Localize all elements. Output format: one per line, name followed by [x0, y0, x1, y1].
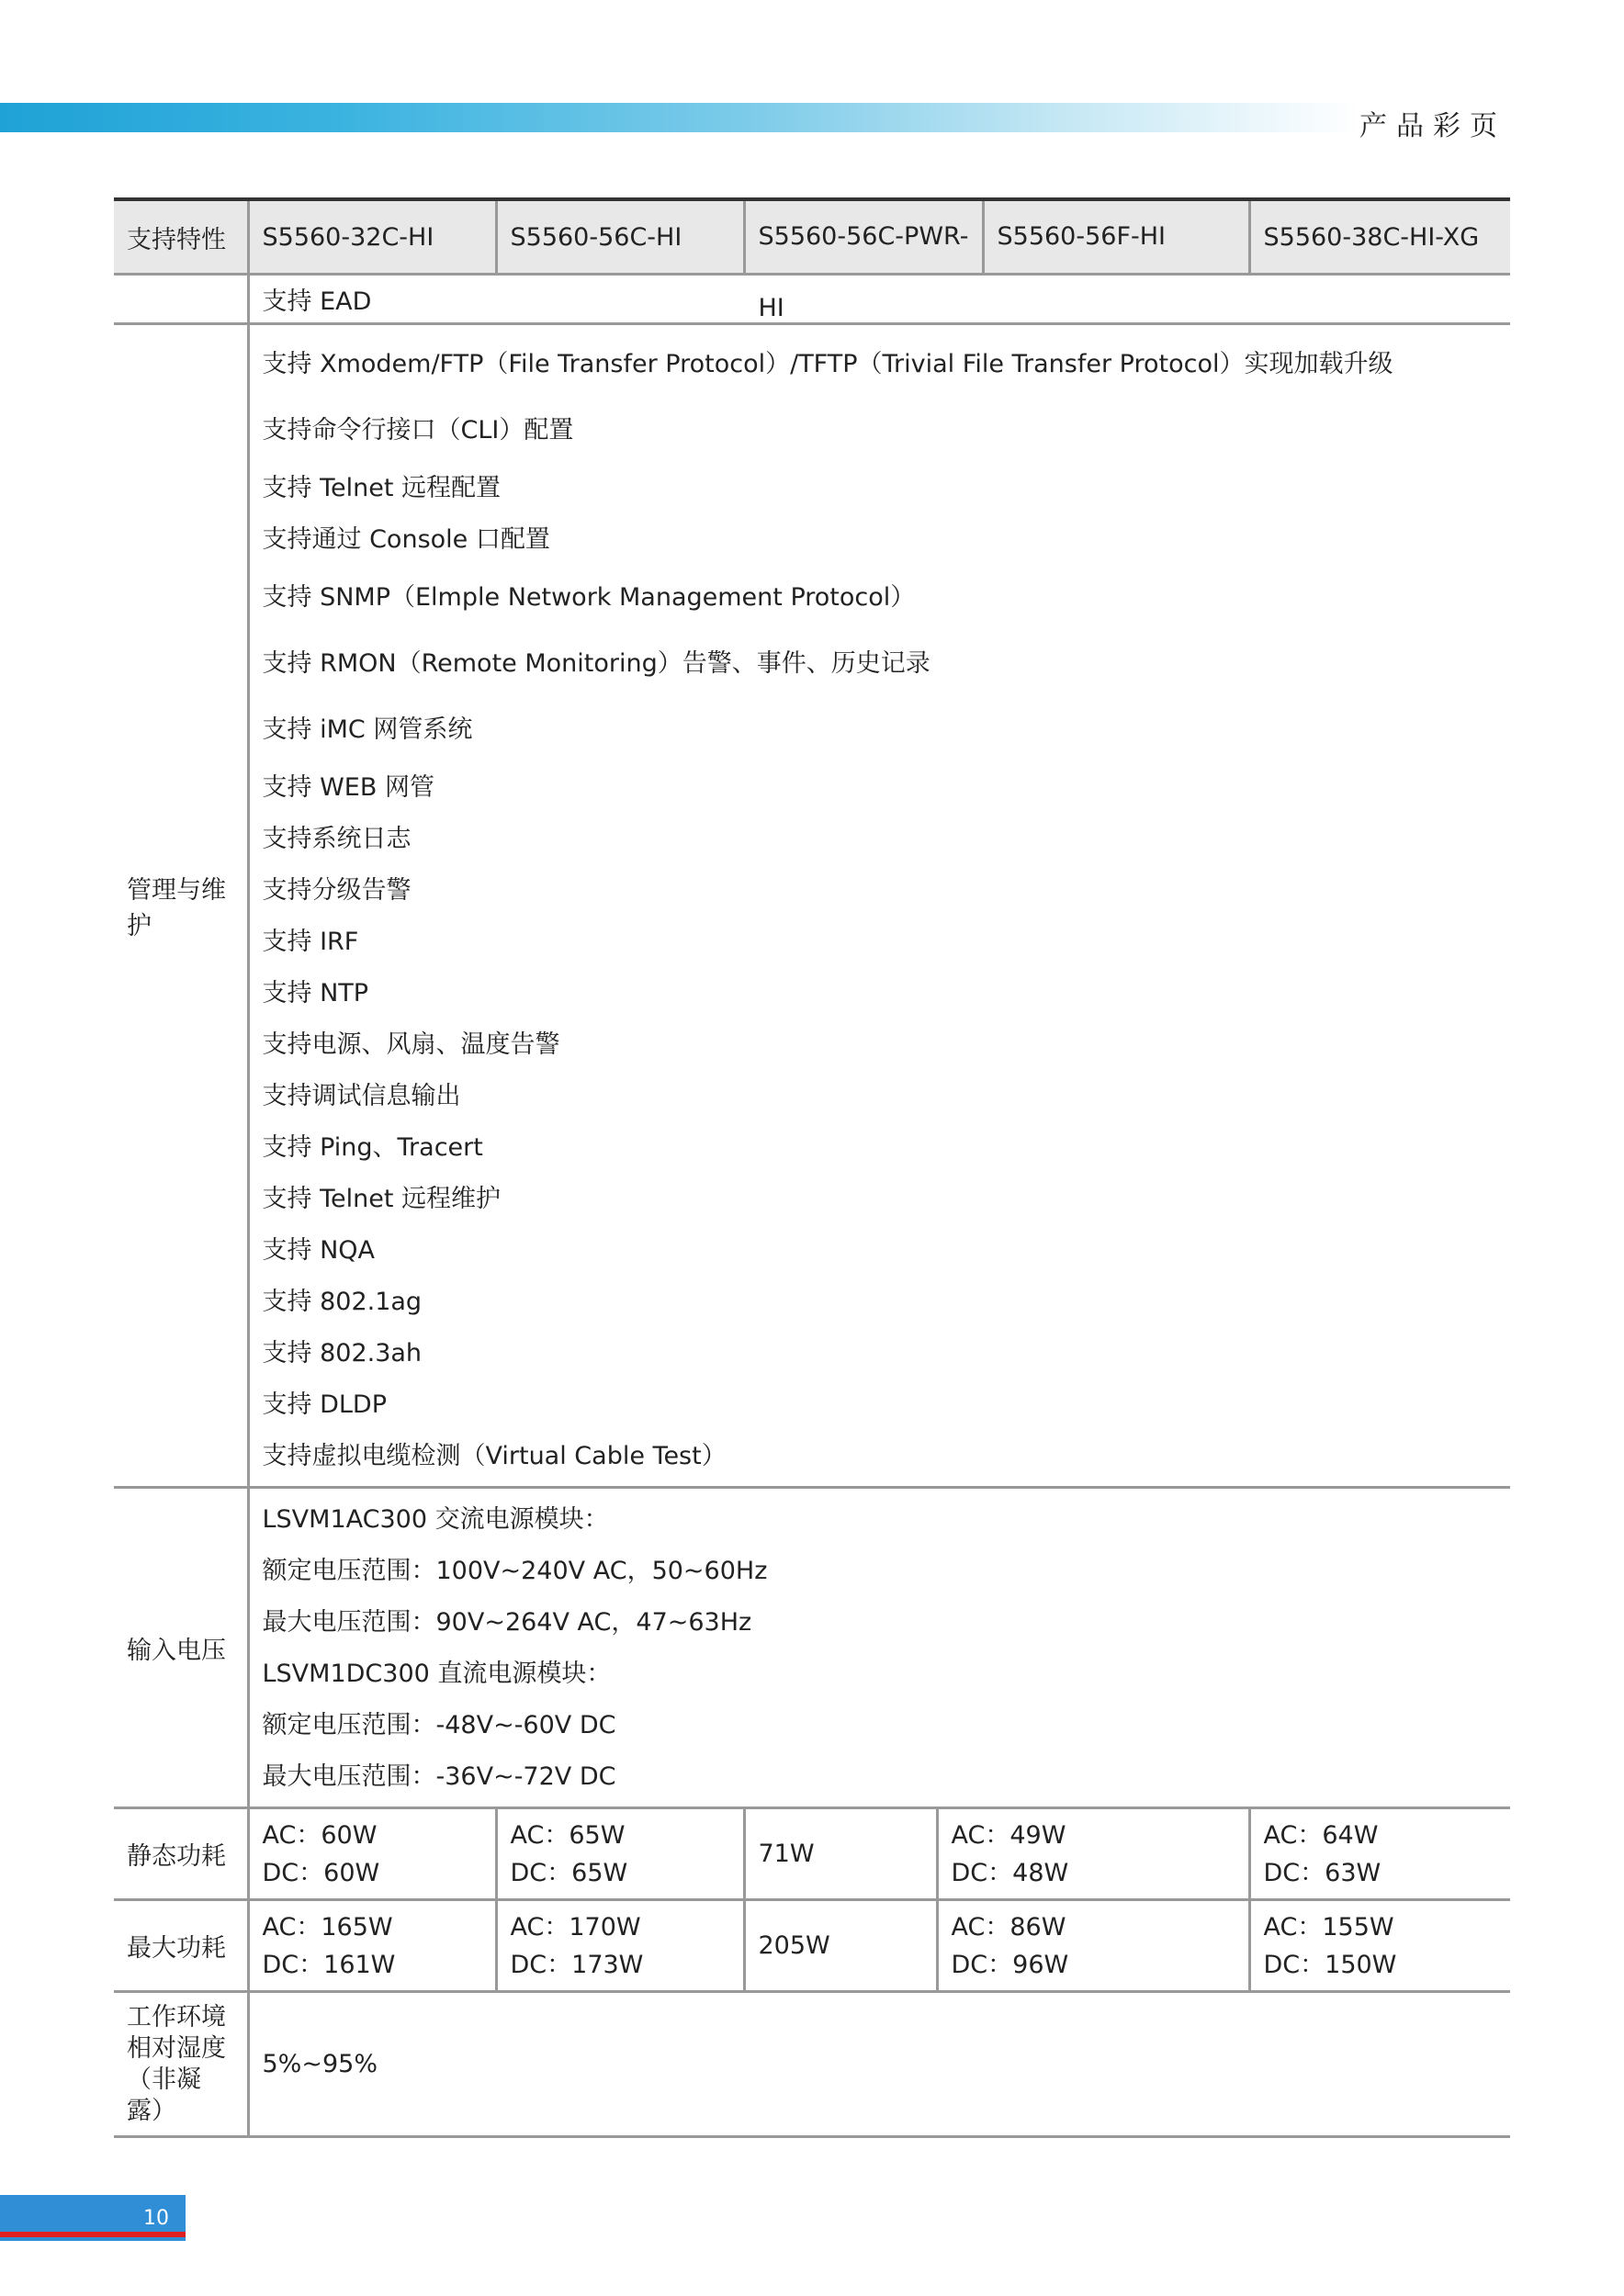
- table-row: [114, 275, 1510, 324]
- management-list: [263, 325, 1498, 1486]
- table-row: [114, 1900, 1510, 1992]
- col-header-model: S5560-38C-HI-XG: [1249, 199, 1510, 275]
- table-row: [114, 1992, 1510, 2137]
- max-power-ac: AC：170W: [510, 1912, 641, 1941]
- list-item: 支持 SNMP（Elmple Network Management Protocol）: [262, 583, 916, 612]
- list-item: 支持 NQA: [262, 1236, 376, 1265]
- table-header-row: [114, 199, 1510, 275]
- page-number: 10: [143, 2207, 169, 2230]
- list-item: 支持 Xmodem/FTP（File Transfer Protocol）/TFTP（Trivial File Transfer Protocol）实现加载升级: [262, 350, 1393, 378]
- footer-red-stripe: [0, 2232, 186, 2237]
- input-voltage-label: 输入电压: [114, 1488, 248, 1808]
- table-row: [114, 1808, 1510, 1900]
- table-row: [114, 1488, 1510, 1808]
- header-title: 产品彩页: [1359, 110, 1506, 142]
- table-row: [114, 324, 1510, 1488]
- col-header-model: S5560-56F-HI: [997, 222, 1166, 251]
- list-item: 支持 Ping、Tracert: [262, 1133, 483, 1162]
- static-power-ac: AC：64W: [1263, 1820, 1379, 1850]
- list-item: 支持 802.1ag: [262, 1288, 423, 1316]
- col-header-model: S5560-56C-PWR-HI: [746, 201, 985, 273]
- list-item: 支持 IRF: [262, 928, 359, 956]
- list-item: 支持 802.3ah: [262, 1339, 423, 1367]
- list-item: 支持 WEB 网管: [262, 773, 434, 802]
- list-item: 支持 RMON（Remote Monitoring）告警、事件、历史记录: [262, 649, 930, 678]
- max-power-dc: DC：173W: [510, 1950, 644, 1979]
- static-power-ac: AC：65W: [510, 1820, 626, 1850]
- list-item: 支持电源、风扇、温度告警: [262, 1030, 560, 1059]
- ead-cell: 支持 EAD: [248, 275, 1510, 324]
- static-power-dc: DC：60W: [262, 1858, 380, 1887]
- list-item: 支持 Telnet 远程配置: [262, 474, 501, 502]
- list-item: 支持通过 Console 口配置: [262, 525, 550, 554]
- col-header-model: S5560-56C-HI: [496, 199, 744, 275]
- max-power-dc: DC：161W: [262, 1950, 396, 1979]
- list-item: 支持虚拟电缆检测（Virtual Cable Test）: [262, 1442, 727, 1470]
- static-power-value: 71W: [758, 1840, 815, 1868]
- list-item: LSVM1AC300 交流电源模块：: [262, 1505, 609, 1534]
- static-power-dc: DC：65W: [510, 1858, 628, 1887]
- list-item: 支持系统日志: [262, 825, 412, 853]
- list-item: 额定电压范围：100V~240V AC，50~60Hz: [262, 1557, 768, 1585]
- max-power-label: 最大功耗: [114, 1900, 248, 1992]
- static-power-label: 静态功耗: [114, 1808, 248, 1900]
- list-item: 支持 Telnet 远程维护: [262, 1185, 501, 1213]
- humidity-value: 5%~95%: [248, 1992, 1510, 2137]
- list-item: 最大电压范围：-36V~-72V DC: [262, 1762, 616, 1791]
- col-header-feature: 支持特性: [114, 199, 248, 275]
- max-power-ac: AC：86W: [951, 1912, 1066, 1941]
- list-item: 支持 NTP: [262, 979, 369, 1007]
- list-item: 支持 DLDP: [262, 1390, 387, 1419]
- col-header-model: S5560-32C-HI: [248, 199, 496, 275]
- management-label: 管理与维护: [114, 324, 248, 1488]
- spec-table: [114, 197, 1510, 2138]
- list-item: LSVM1DC300 直流电源模块：: [262, 1660, 612, 1688]
- input-voltage-list: [263, 1489, 1498, 1806]
- humidity-label: 工作环境相对湿度（非凝露）: [114, 1992, 248, 2137]
- list-item: 支持调试信息输出: [262, 1082, 461, 1110]
- max-power-value: 205W: [758, 1931, 830, 1960]
- list-item: 支持 iMC 网管系统: [262, 715, 473, 744]
- max-power-ac: AC：155W: [1263, 1912, 1394, 1941]
- max-power-dc: DC：96W: [951, 1950, 1069, 1979]
- list-item: 最大电压范围：90V~264V AC，47~63Hz: [262, 1608, 752, 1637]
- list-item: 支持分级告警: [262, 876, 412, 905]
- header-gradient-bar: [0, 103, 1359, 132]
- static-power-dc: DC：48W: [951, 1858, 1069, 1887]
- max-power-dc: DC：150W: [1263, 1950, 1397, 1979]
- max-power-ac: AC：165W: [262, 1912, 393, 1941]
- static-power-ac: AC：49W: [951, 1820, 1066, 1850]
- static-power-dc: DC：63W: [1263, 1858, 1382, 1887]
- list-item: 支持命令行接口（CLI）配置: [262, 416, 574, 445]
- static-power-ac: AC：60W: [262, 1820, 378, 1850]
- list-item: 额定电压范围：-48V~-60V DC: [262, 1711, 616, 1739]
